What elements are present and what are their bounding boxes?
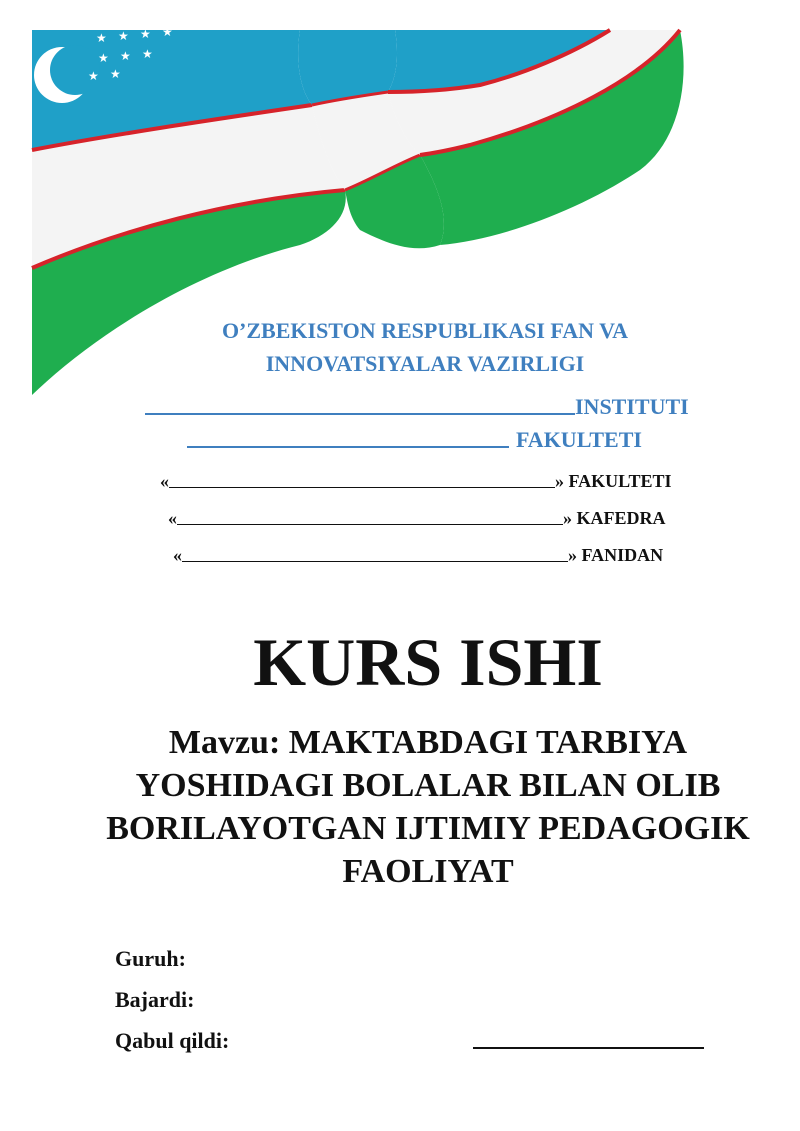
svg-text:★: ★ — [96, 31, 107, 45]
open-quote: « — [173, 545, 182, 565]
faculty-blank — [187, 445, 509, 448]
faculty-name-field — [160, 471, 672, 492]
svg-text:★: ★ — [98, 51, 109, 65]
svg-text:★: ★ — [110, 67, 121, 81]
topic — [100, 721, 756, 893]
ministry-line-2: INNOVATSIYALAR VAZIRLIGI — [265, 351, 585, 376]
department-blank — [177, 524, 563, 525]
department-label: » KAFEDRA — [563, 508, 666, 528]
svg-text:★: ★ — [120, 49, 131, 63]
open-quote: « — [168, 508, 177, 528]
institute-label: INSTITUTI — [575, 394, 689, 419]
faculty-name-blank — [169, 487, 555, 488]
accepted-by-label: Qabul qildi: — [115, 1028, 230, 1053]
subject-blank — [182, 561, 568, 562]
svg-text:★: ★ — [140, 27, 151, 41]
document-title: KURS ISHI — [253, 624, 603, 700]
faculty-field — [187, 427, 642, 453]
svg-text:★: ★ — [118, 29, 129, 43]
faculty-name-label: » FAKULTETI — [555, 471, 672, 491]
department-field — [168, 508, 666, 529]
open-quote: « — [160, 471, 169, 491]
subject-label: » FANIDAN — [568, 545, 664, 565]
signature-line — [473, 1047, 704, 1049]
ministry-title — [120, 314, 730, 380]
topic-text: MAKTABDAGI TARBIYA YOSHIDAGI BOLALAR BILAN OLIB BORILAYOTGAN IJTIMIY PEDAGOGIK FAOLIYAT — [106, 724, 750, 890]
institute-field — [145, 394, 689, 420]
subject-field — [173, 545, 663, 566]
ministry-line-1: O’ZBEKISTON RESPUBLIKASI FAN VA — [221, 318, 629, 343]
svg-text:★: ★ — [142, 47, 153, 61]
done-by-label: Bajardi: — [115, 987, 195, 1012]
institute-blank — [145, 412, 575, 415]
group-label: Guruh: — [115, 946, 186, 971]
faculty-label: FAKULTETI — [516, 427, 642, 452]
svg-text:★: ★ — [88, 69, 99, 83]
topic-prefix: Mavzu: — [168, 724, 281, 761]
svg-text:★: ★ — [162, 25, 173, 39]
